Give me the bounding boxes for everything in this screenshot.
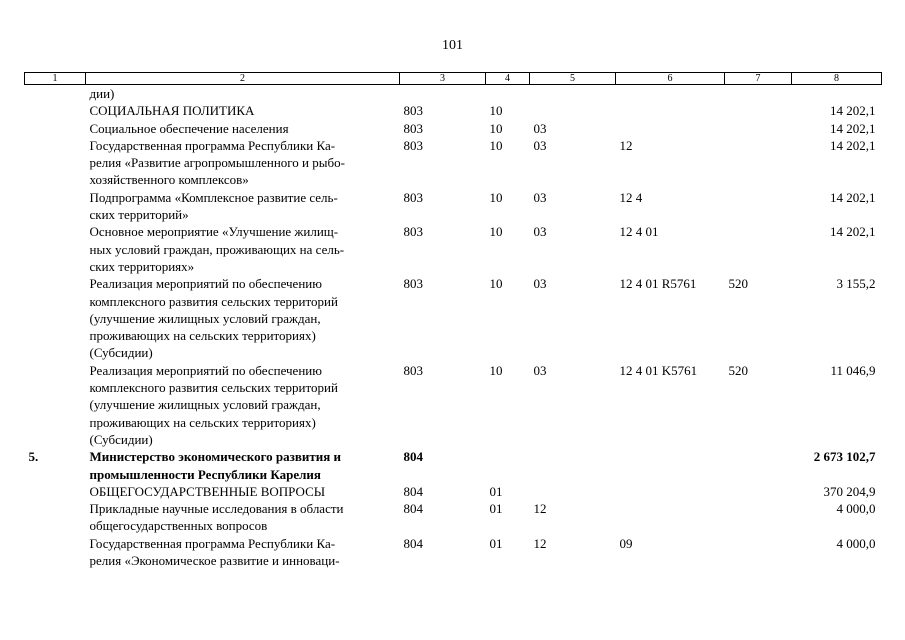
row-number <box>25 483 86 500</box>
row-expense-type: 520 <box>728 276 748 292</box>
table-header <box>25 73 882 85</box>
row-ministry-code: 804 <box>403 449 423 465</box>
row-subsection-code <box>530 102 616 119</box>
row-expense-type <box>725 189 792 224</box>
row-name: дии) <box>89 86 115 101</box>
row-section-code: 10 <box>489 103 503 119</box>
row-amount: 11 046,9 <box>830 362 876 378</box>
table-row <box>25 223 882 275</box>
row-number <box>25 500 86 535</box>
row-amount: 14 202,1 <box>830 120 876 136</box>
row-amount: 2 673 102,7 <box>813 449 876 465</box>
row-subsection-code: 03 <box>533 362 547 378</box>
row-target-article <box>616 483 725 500</box>
row-number <box>25 275 86 361</box>
row-section-code: 10 <box>489 224 503 240</box>
row-amount <box>792 85 882 103</box>
table-row <box>25 102 882 119</box>
row-section-code: 10 <box>489 137 503 153</box>
table-row <box>25 362 882 448</box>
row-ministry-code: 803 <box>403 224 423 240</box>
row-name: Социальное обеспечение населения <box>89 120 289 136</box>
table-body <box>25 85 882 570</box>
row-number <box>25 189 86 224</box>
row-subsection-code: 03 <box>533 276 547 292</box>
row-ministry-code: 803 <box>403 189 423 205</box>
row-number <box>25 120 86 137</box>
page-number: 101 <box>442 38 463 53</box>
header-col-7: 7 <box>725 73 792 85</box>
row-subsection-code: 03 <box>533 224 547 240</box>
budget-table <box>24 72 882 569</box>
row-expense-type <box>725 535 792 570</box>
row-ministry-code: 804 <box>403 535 423 551</box>
row-ministry-code: 803 <box>403 103 423 119</box>
header-col-8: 8 <box>792 73 882 85</box>
row-subsection-code <box>530 483 616 500</box>
table-row <box>25 275 882 361</box>
row-section-code: 01 <box>489 483 503 499</box>
row-section-code: 10 <box>489 362 503 378</box>
row-amount: 14 202,1 <box>830 224 876 240</box>
row-subsection-code: 03 <box>533 189 547 205</box>
row-number <box>25 223 86 275</box>
row-ministry-code: 804 <box>403 483 423 499</box>
table-row <box>25 85 882 103</box>
row-name: ОБЩЕГОСУДАРСТВЕННЫЕ ВОПРОСЫ <box>89 483 326 499</box>
table-row <box>25 120 882 137</box>
row-amount: 4 000,0 <box>836 535 876 551</box>
header-col-1: 1 <box>25 73 86 85</box>
row-amount: 4 000,0 <box>836 501 876 517</box>
row-expense-type <box>725 120 792 137</box>
table-row <box>25 535 882 570</box>
row-ministry-code: 803 <box>403 120 423 136</box>
row-expense-type <box>725 137 792 189</box>
header-col-4: 4 <box>486 73 530 85</box>
row-target-article: 09 <box>619 535 633 551</box>
row-ministry-code <box>400 85 486 103</box>
row-target-article <box>616 102 725 119</box>
row-expense-type <box>725 448 792 483</box>
row-section-code: 10 <box>489 189 503 205</box>
row-target-article: 12 4 01 <box>619 224 659 240</box>
row-name: Министерство экономического развития и промышленности Республики Карелия <box>89 449 342 482</box>
row-number <box>25 535 86 570</box>
row-number <box>25 85 86 103</box>
table-row <box>25 500 882 535</box>
row-subsection-code <box>530 448 616 483</box>
row-subsection-code: 03 <box>533 137 547 153</box>
row-name: Подпрограмма «Комплексное развитие сель- ских территорий» <box>89 189 338 223</box>
row-amount: 3 155,2 <box>836 276 876 292</box>
row-subsection-code: 12 <box>533 535 547 551</box>
row-name: Прикладные научные исследования в области общегосударственных вопросов <box>89 501 344 534</box>
row-expense-type: 520 <box>728 362 748 378</box>
row-subsection-code <box>530 85 616 103</box>
row-target-article <box>616 120 725 137</box>
row-section-code <box>486 448 530 483</box>
row-subsection-code: 12 <box>533 501 547 517</box>
header-col-2: 2 <box>86 73 400 85</box>
header-col-6: 6 <box>616 73 725 85</box>
row-subsection-code: 03 <box>533 120 547 136</box>
row-name: Государственная программа Республики Ка- релия «Экономическое развитие и инноваци- <box>89 535 340 569</box>
row-ministry-code: 803 <box>403 362 423 378</box>
row-number: 5. <box>28 449 39 465</box>
table-row <box>25 189 882 224</box>
row-expense-type <box>725 483 792 500</box>
row-amount: 14 202,1 <box>830 189 876 205</box>
row-expense-type <box>725 223 792 275</box>
row-expense-type <box>725 500 792 535</box>
row-amount: 14 202,1 <box>830 137 876 153</box>
table-row <box>25 483 882 500</box>
row-name: СОЦИАЛЬНАЯ ПОЛИТИКА <box>89 103 255 119</box>
row-ministry-code: 804 <box>403 501 423 517</box>
row-section-code <box>486 85 530 103</box>
row-target-article: 12 4 01 R5761 <box>619 276 697 292</box>
row-name: Реализация мероприятий по обеспечению комплексного развития сельских территорий (улучшение жилищных условий граждан, проживающих на сельских территориях) (Субсидии) <box>89 276 338 361</box>
row-amount: 14 202,1 <box>830 103 876 119</box>
table-row <box>25 448 882 483</box>
row-section-code: 01 <box>489 501 503 517</box>
row-target-article <box>616 85 725 103</box>
row-expense-type <box>725 85 792 103</box>
row-expense-type <box>725 102 792 119</box>
row-amount: 370 204,9 <box>823 483 876 499</box>
row-section-code: 01 <box>489 535 503 551</box>
row-section-code: 10 <box>489 276 503 292</box>
table-row <box>25 137 882 189</box>
row-target-article <box>616 500 725 535</box>
row-number <box>25 102 86 119</box>
row-target-article: 12 4 01 K5761 <box>619 362 698 378</box>
row-target-article: 12 4 <box>619 189 643 205</box>
row-target-article: 12 <box>619 137 633 153</box>
row-ministry-code: 803 <box>403 137 423 153</box>
row-number <box>25 137 86 189</box>
row-target-article <box>616 448 725 483</box>
row-name: Основное мероприятие «Улучшение жилищ- ных условий граждан, проживающих на сель- ских территориях» <box>89 224 345 274</box>
row-section-code: 10 <box>489 120 503 136</box>
row-name: Реализация мероприятий по обеспечению комплексного развития сельских территорий (улучшение жилищных условий граждан, проживающих на сельских территориях) (Субсидии) <box>89 362 338 447</box>
row-name: Государственная программа Республики Ка- релия «Развитие агропромышленного и рыбо- хозяйственного комплексов» <box>89 137 345 188</box>
row-number <box>25 362 86 448</box>
header-col-3: 3 <box>400 73 486 85</box>
header-col-5: 5 <box>530 73 616 85</box>
header-row <box>25 73 882 85</box>
row-ministry-code: 803 <box>403 276 423 292</box>
